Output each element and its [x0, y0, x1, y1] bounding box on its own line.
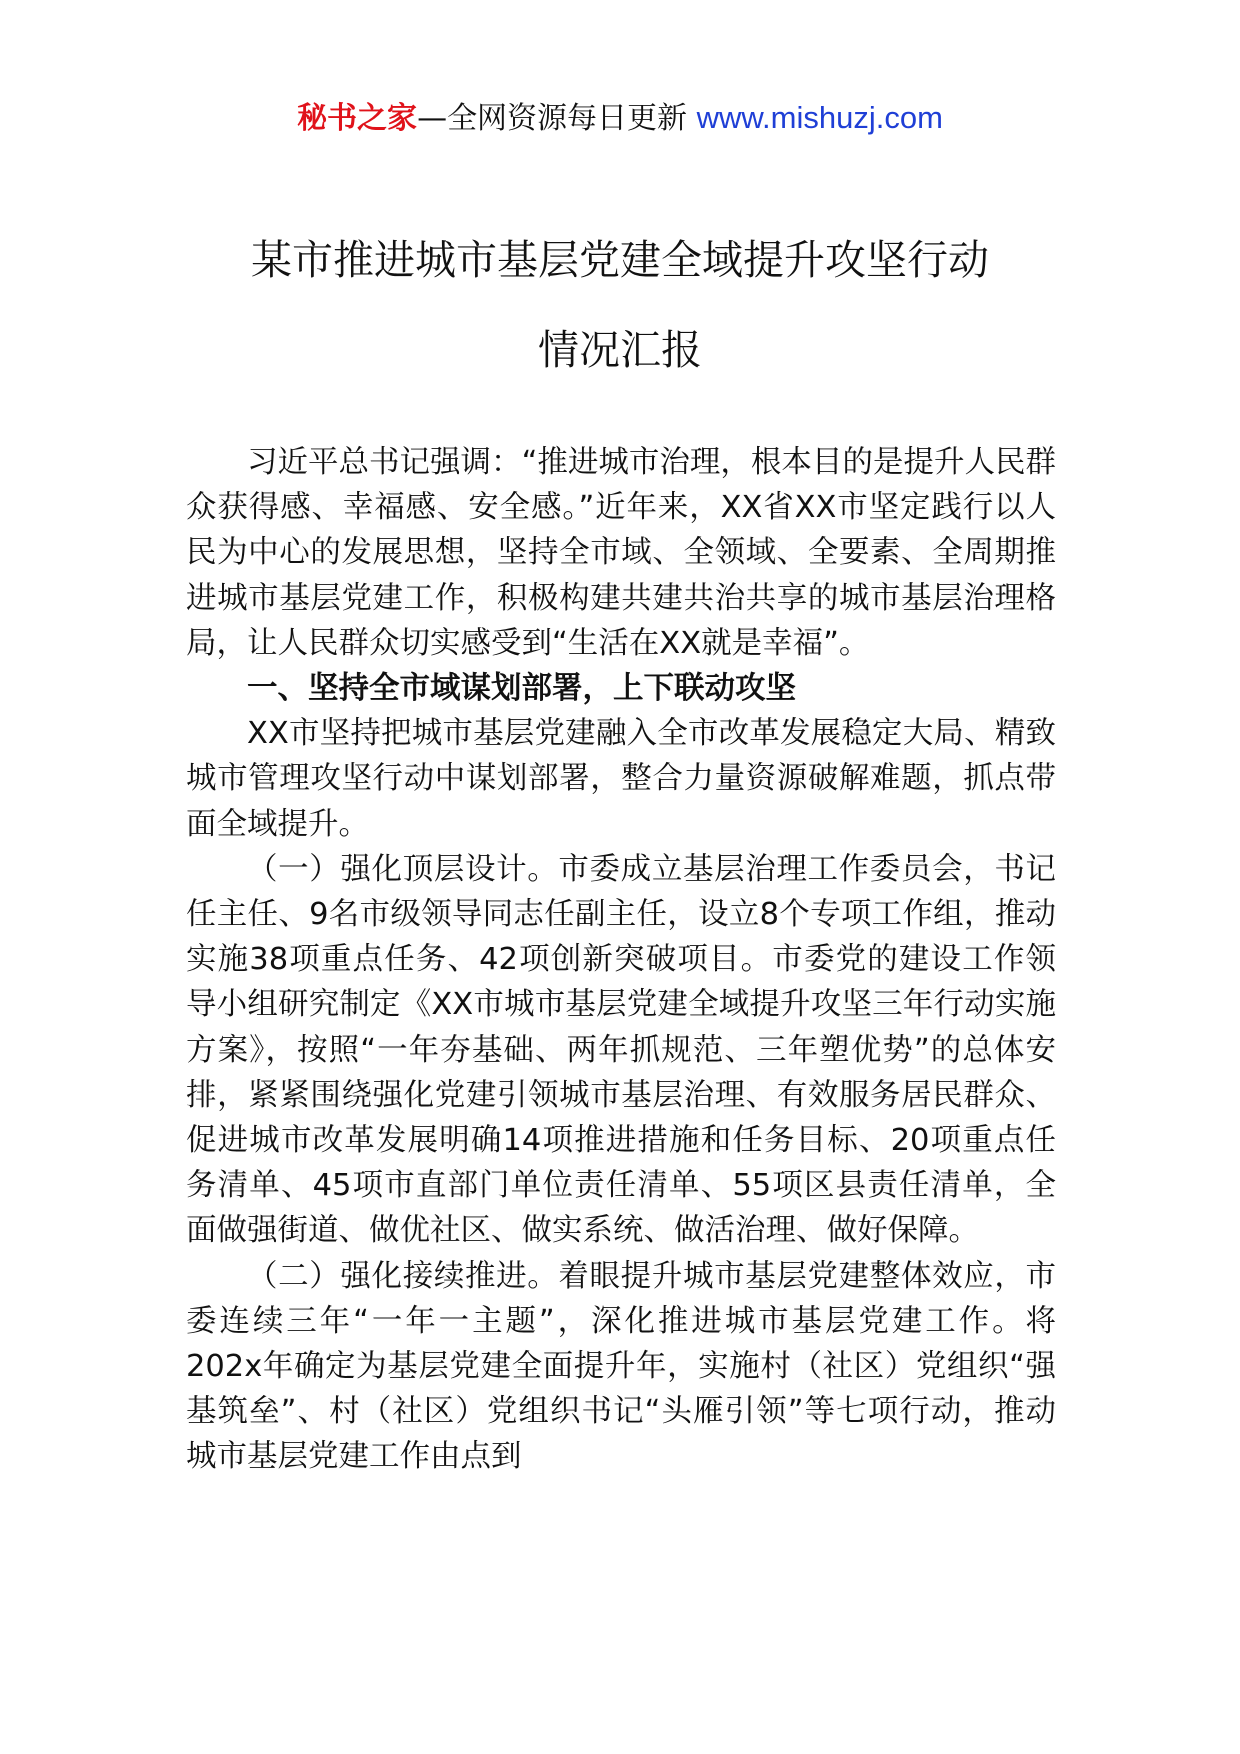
- site-url-link[interactable]: www.mishuzj.com: [696, 100, 943, 135]
- paragraph-intro: 习近平总书记强调：“推进城市治理，根本目的是提升人民群众获得感、幸福感、安全感。”近年来，XX省XX市坚定践行以人民为中心的发展思想，坚持全市域、全领域、全要素、全周期推进城市基层党建工作，积极构建共建共治共享的城市基层治理格局，让人民群众切实感受到“生活在XX就是幸福”。: [186, 445, 1056, 661]
- paragraph-section-1-summary: XX市坚持把城市基层党建融入全市改革发展稳定大局、精致城市管理攻坚行动中谋划部署，整合力量资源破解难题，抓点带面全域提升。: [186, 716, 1056, 842]
- site-header: [0, 98, 1240, 139]
- section-heading-1: 一、坚持全市域谋划部署，上下联动攻坚: [247, 671, 796, 707]
- document-title-line-1: 某市推进城市基层党建全域提升攻坚行动: [251, 236, 989, 284]
- document-body: [186, 440, 1056, 1480]
- document-title-line-2: 情况汇报: [538, 326, 702, 374]
- site-tagline: —全网资源每日更新: [417, 101, 697, 136]
- paragraph-subsection-2: （二）强化接续推进。着眼提升城市基层党建整体效应，市委连续三年“一年一主题”，深化推进城市基层党建工作。将202x年确定为基层党建全面提升年，实施村（社区）党组织“强基筑垒”、村（社区）党组织书记“头雁引领”等七项行动，推动城市基层党建工作由点到: [186, 1258, 1056, 1475]
- paragraph-subsection-1: （一）强化顶层设计。市委成立基层治理工作委员会，书记任主任、9名市级领导同志任副主任，设立8个专项工作组，推动实施38项重点任务、42项创新突破项目。市委党的建设工作领导小组研究制定《XX市城市基层党建全域提升攻坚三年行动实施方案》，按照“一年夯基础、两年抓规范、三年塑优势”的总体安排，紧紧围绕强化党建引领城市基层治理、有效服务居民群众、促进城市改革发展明确14项推进措施和任务目标、20项重点任务清单、45项市直部门单位责任清单、55项区县责任清单，全面做强街道、做优社区、做实系统、做活治理、做好保障。: [186, 851, 1056, 1249]
- site-brand: 秘书之家: [297, 101, 418, 136]
